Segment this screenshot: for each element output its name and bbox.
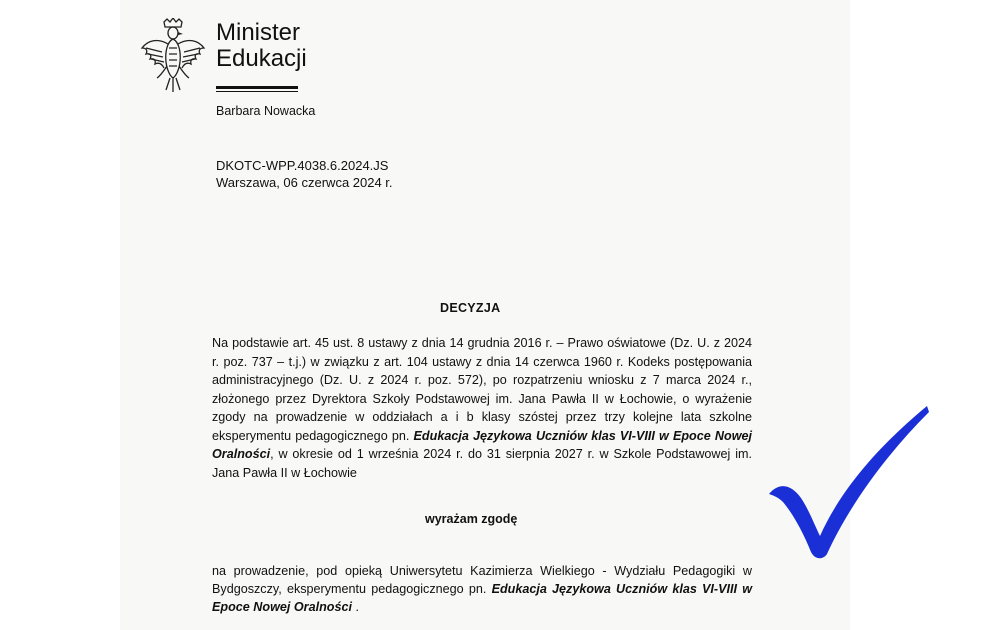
- brand-line-2: Edukacji: [216, 45, 307, 72]
- p1-experiment-name: Edukacja Językowa Uczniów klas VI-VIII w Epoce Nowej Oralności: [212, 428, 752, 461]
- decision-paragraph-2: [212, 562, 752, 616]
- p1-text-a: Na podstawie art. 45 ust. 8 ustawy z dnia 14 grudnia 2016 r. – Prawo oświatowe (Dz. U. z 2024 r. poz. 737 – t.j.) w związku z art. 104 ustawy z dnia 14 czerwca 1960 r. Kodeks postępowania administracyjnego (Dz. U. z 2024 r. poz. 572), po rozpatrzeniu wniosku z 7 marca 2024 r., złożonego przez Dyrektora Szkoły Podstawowej im. Jana Pawła II w Łochowie, o wyrażenie zgody na prowadzenie w oddziałach a i b klasy szóstej przez trzy kolejne lata szkolne eksperymentu pedagogicznego pn.: [212, 336, 752, 443]
- p2-text-b: .: [351, 600, 359, 614]
- ministry-name: [216, 20, 307, 72]
- signer-name: Barbara Nowacka: [216, 104, 316, 118]
- reference-block: [216, 157, 393, 191]
- polish-eagle-emblem-icon: [140, 18, 206, 94]
- decision-paragraph-1: [212, 334, 752, 482]
- p2-experiment-name: Edukacja Językowa Uczniów klas VI-VIII w Epoce Nowej Oralności: [212, 582, 752, 614]
- p1-text-b: , w okresie od 1 września 2024 r. do 31 sierpnia 2027 r. w Szkole Podstawowej im. Jana Pawła II w Łochowie: [212, 447, 752, 480]
- brand-underline-thick: [216, 86, 298, 89]
- consent-statement: wyrażam zgodę: [425, 512, 518, 526]
- brand-underline-thin: [216, 91, 298, 92]
- decision-title: DECYZJA: [440, 301, 501, 315]
- checkmark-icon: [765, 402, 935, 562]
- brand-line-1: Minister: [216, 19, 301, 46]
- p2-text-a: na prowadzenie, pod opieką Uniwersytetu Kazimierza Wielkiego - Wydziału Pedagogiki w Bydgoszczy, eksperymentu pedagogicznego pn.: [212, 564, 752, 596]
- reference-number: DKOTC-WPP.4038.6.2024.JS: [216, 158, 389, 173]
- document-page: [120, 0, 850, 630]
- place-date: Warszawa, 06 czerwca 2024 r.: [216, 175, 393, 190]
